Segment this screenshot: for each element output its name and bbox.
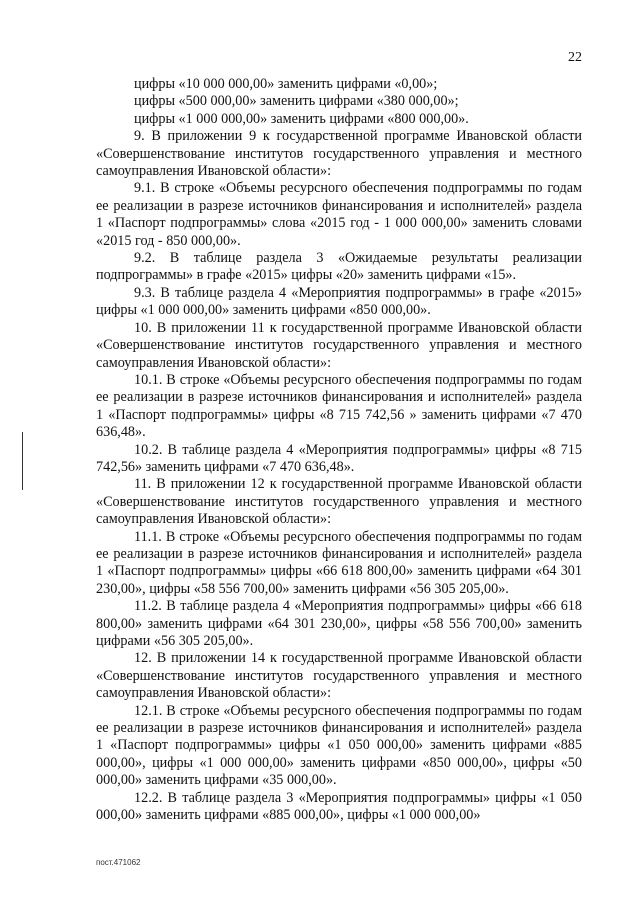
paragraph: 9.2. В таблице раздела 3 «Ожидаемые результаты реализации подпрограммы» в графе «2015» цифры «20» заменить цифрами «15». xyxy=(96,250,582,284)
paragraph: 11.2. В таблице раздела 4 «Мероприятия подпрограммы» цифры «66 618 800,00» заменить цифрами «64 301 230,00», цифры «58 556 700,00» заменить цифрами «56 305 205,00». xyxy=(96,598,582,649)
document-body xyxy=(96,76,582,824)
paragraph: цифры «500 000,00» заменить цифрами «380 000,00»; xyxy=(134,93,459,110)
paragraph: цифры «10 000 000,00» заменить цифрами «0,00»; xyxy=(134,76,438,92)
paragraph: 10. В приложении 11 к государственной программе Ивановской области «Совершенствование институтов государственного управления и местного самоуправления Ивановской области»: xyxy=(96,319,582,371)
footer-doc-id: пост.471062 xyxy=(96,858,141,867)
paragraph: 9. В приложении 9 к государственной программе Ивановской области «Совершенствование институтов государственного управления и местного самоуправления Ивановской области»: xyxy=(96,128,582,180)
paragraph: 11. В приложении 12 к государственной программе Ивановской области «Совершенствование институтов государственного управления и местного самоуправления Ивановской области»: xyxy=(96,476,582,528)
margin-mark xyxy=(22,432,23,490)
page-number: 22 xyxy=(568,50,582,65)
paragraph: 11.1. В строке «Объемы ресурсного обеспечения подпрограммы по годам ее реализации в разрезе источников финансирования и исполнителей» раздела 1 «Паспорт подпрограммы» цифры «66 618 800,00» заменить цифрами «64 301 230,00», цифры «58 556 700,00» заменить цифрами «56 305 205,00». xyxy=(96,528,582,597)
paragraph: 9.3. В таблице раздела 4 «Мероприятия подпрограммы» в графе «2015» цифры «1 000 000,00» заменить цифрами «850 000,00». xyxy=(96,284,582,319)
paragraph: 12.1. В строке «Объемы ресурсного обеспечения подпрограммы по годам ее реализации в разрезе источников финансирования и исполнителей» раздела 1 «Паспорт подпрограммы» цифры «1 050 000,00» заменить цифрами «885 000,00», цифры «1 000 000,00» заменить цифрами «850 000,00», цифры «50 000,00» заменить цифрами «35 000,00». xyxy=(96,702,582,789)
paragraph: 12. В приложении 14 к государственной программе Ивановской области «Совершенствование институтов государственного управления и местного самоуправления Ивановской области»: xyxy=(96,650,582,702)
paragraph: 12.2. В таблице раздела 3 «Мероприятия подпрограммы» цифры «1 050 000,00» заменить цифрами «885 000,00», цифры «1 000 000,00» xyxy=(96,789,582,824)
paragraph: 9.1. В строке «Объемы ресурсного обеспечения подпрограммы по годам ее реализации в разрезе источников финансирования и исполнителей» раздела 1 «Паспорт подпрограммы» слова «2015 год - 1 000 000,00» заменить словами «2015 год - 850 000,00». xyxy=(96,180,582,249)
paragraph: 10.2. В таблице раздела 4 «Мероприятия подпрограммы» цифры «8 715 742,56» заменить цифрами «7 470 636,48». xyxy=(96,441,582,475)
paragraph: цифры «1 000 000,00» заменить цифрами «800 000,00». xyxy=(134,110,469,127)
paragraph: 10.1. В строке «Объемы ресурсного обеспечения подпрограммы по годам ее реализации в разрезе источников финансирования и исполнителей» раздела 1 «Паспорт подпрограммы» цифры «8 715 742,56 » заменить цифрами «7 470 636,48». xyxy=(96,371,582,441)
